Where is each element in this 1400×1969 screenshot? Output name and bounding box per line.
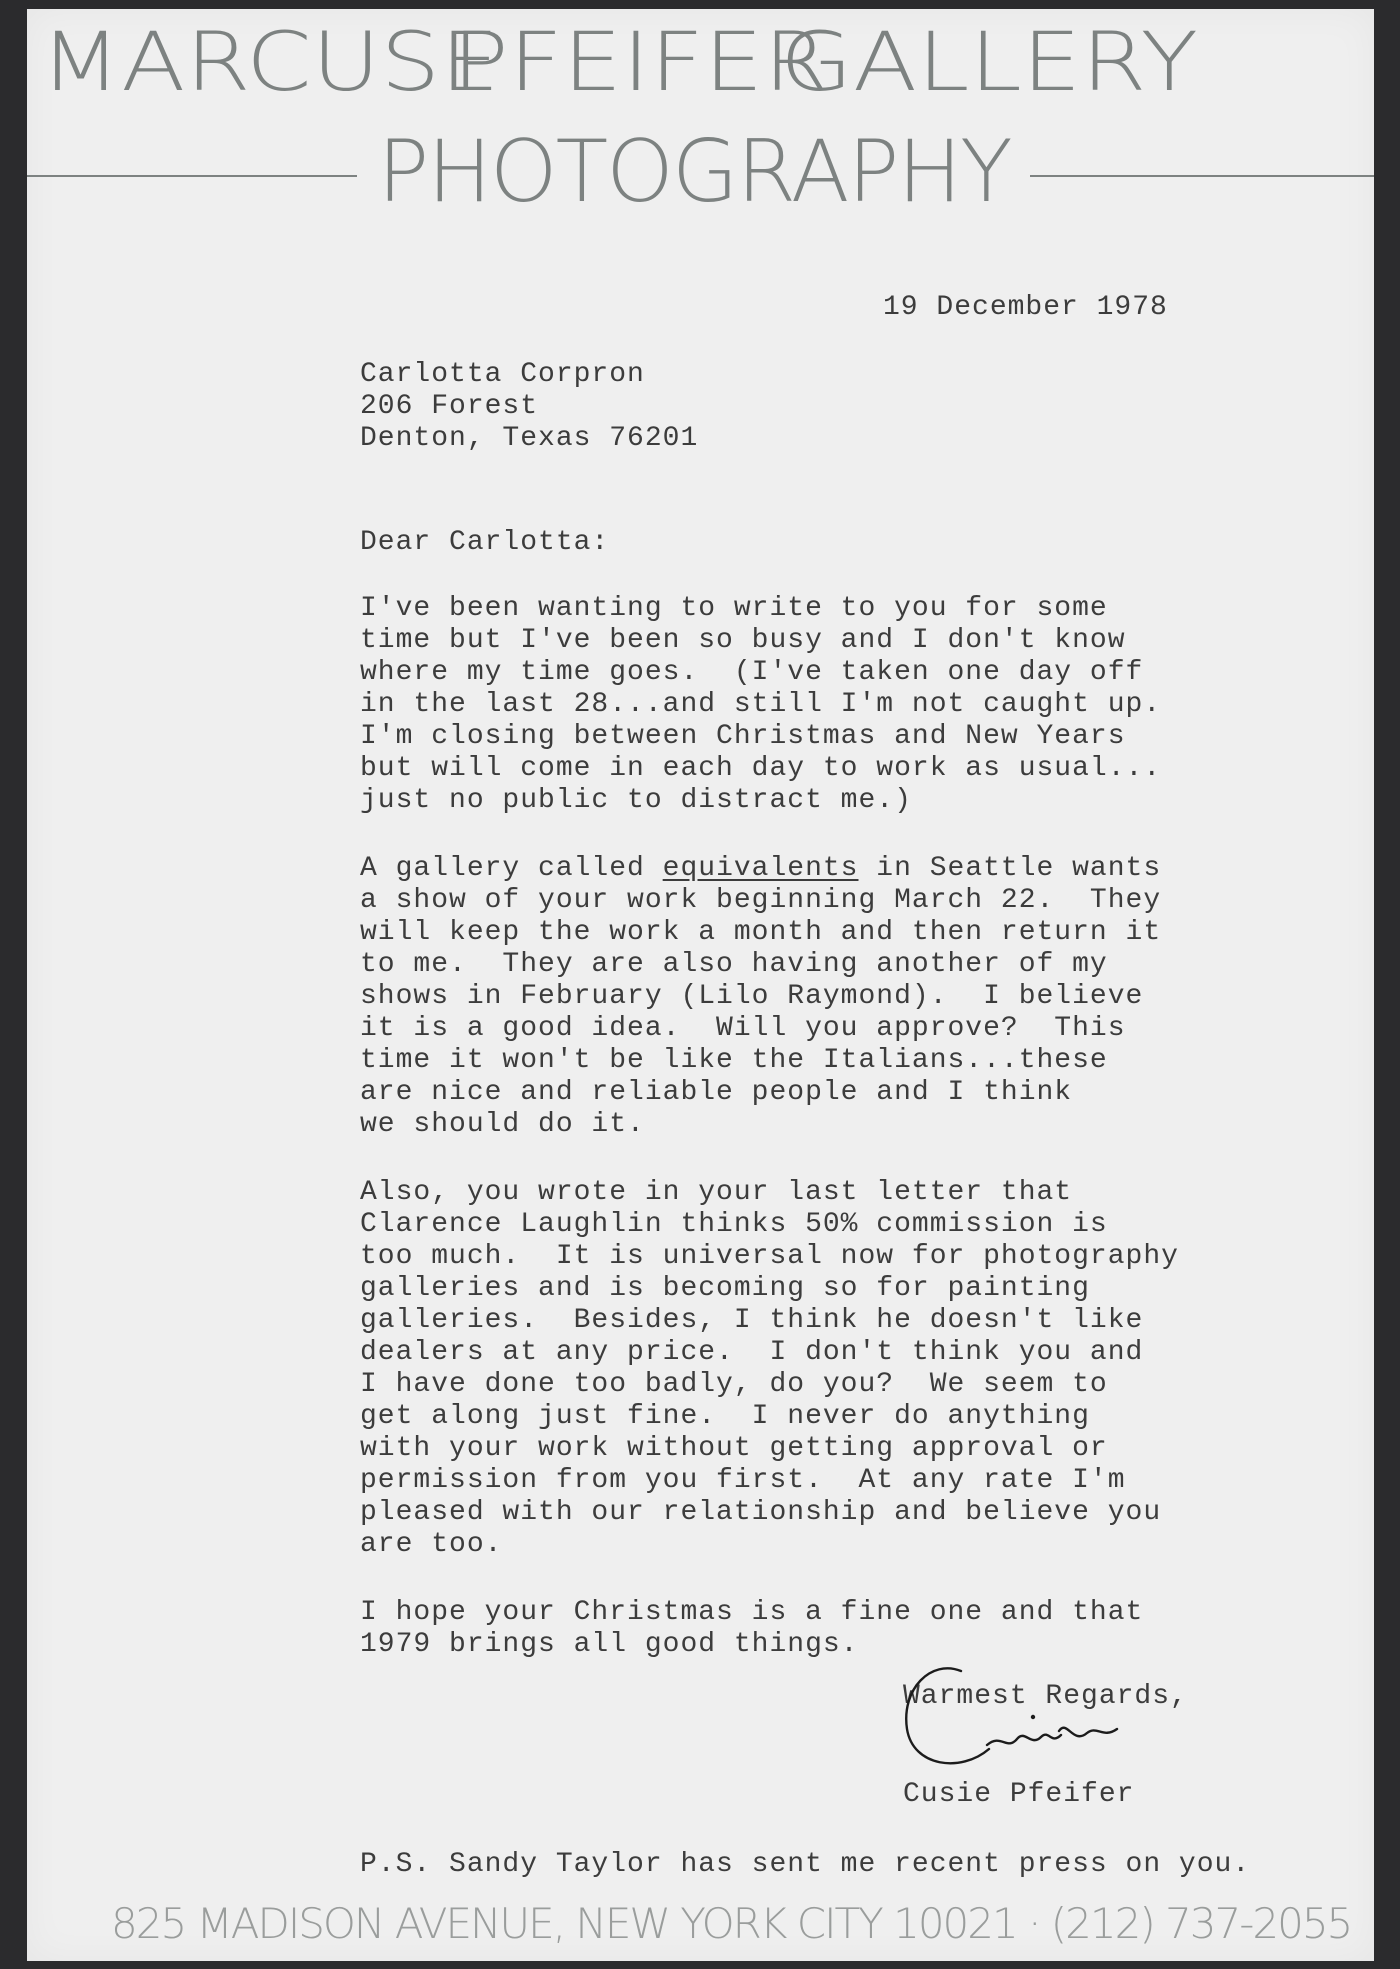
paragraph-line: in the last 28...and still I'm not caught up.: [360, 689, 1162, 720]
paragraph-line: are too.: [360, 1529, 503, 1560]
gallery-name-underlined: equivalents: [662, 853, 859, 884]
letter-date: 19 December 1978: [883, 292, 1168, 323]
paragraph-line: shows in February (Lilo Raymond). I believe: [360, 981, 1144, 1012]
paragraph-line: time it won't be like the Italians...these: [360, 1045, 1108, 1076]
handwritten-signature: [891, 1649, 1141, 1789]
paragraph-line: dealers at any price. I don't think you and: [360, 1337, 1144, 1368]
paragraph-line: time but I've been so busy and I don't know: [360, 625, 1126, 656]
letterhead-rule-left: [27, 175, 357, 177]
paragraph-line: [360, 853, 1161, 885]
letterhead-subtitle: PHOTOGRAPHY: [377, 122, 1011, 222]
letterhead-word-pfeifer: PFEIFER: [452, 16, 829, 110]
paragraph-line: I have done too badly, do you? We seem to: [360, 1369, 1108, 1400]
salutation: Dear Carlotta:: [360, 527, 610, 558]
postscript: P.S. Sandy Taylor has sent me recent press on you.: [360, 1849, 1251, 1880]
footer-address: 825 MADISON AVENUE, NEW YORK CITY 10021 · (212) 737-2055: [111, 1899, 1352, 1948]
paragraph-1: [360, 593, 1161, 817]
paragraph-line: galleries and is becoming so for painting: [360, 1273, 1090, 1304]
paragraph-text: in Seattle wants: [858, 853, 1162, 884]
paragraph-line: 1979 brings all good things.: [360, 1629, 859, 1660]
paragraph-2: [360, 853, 1161, 1141]
paragraph-line: permission from you first. At any rate I'm: [360, 1465, 1126, 1496]
paragraph-line: Clarence Laughlin thinks 50% commission is: [360, 1209, 1108, 1240]
letterhead-rule-right: [1030, 175, 1374, 177]
paragraph-line: a show of your work beginning March 22. They: [360, 885, 1162, 916]
recipient-address: [360, 359, 698, 455]
paragraph-line: just no public to distract me.): [360, 785, 912, 816]
letterhead-title: [40, 16, 1360, 110]
paragraph-line: with your work without getting approval or: [360, 1433, 1108, 1464]
paragraph-line: I hope your Christmas is a fine one and that: [360, 1597, 1144, 1628]
recipient-name: Carlotta Corpron: [360, 359, 645, 390]
paragraph-line: Also, you wrote in your last letter that: [360, 1177, 1073, 1208]
paragraph-line: will keep the work a month and then return it: [360, 917, 1162, 948]
paragraph-line: galleries. Besides, I think he doesn't like: [360, 1305, 1144, 1336]
paragraph-line: it is a good idea. Will you approve? This: [360, 1013, 1126, 1044]
paragraph-3: [360, 1177, 1179, 1561]
letter-page: [27, 9, 1374, 1961]
recipient-street: 206 Forest: [360, 391, 539, 422]
closing: Warmest Regards,: [903, 1681, 1188, 1712]
recipient-city: Denton, Texas 76201: [360, 423, 699, 454]
paragraph-line: to me. They are also having another of my: [360, 949, 1108, 980]
signature-name: Cusie Pfeifer: [903, 1779, 1135, 1810]
paragraph-line: where my time goes. (I've taken one day off: [360, 657, 1144, 688]
paragraph-line: get along just fine. I never do anything: [360, 1401, 1090, 1432]
paragraph-text: A gallery called: [360, 853, 663, 884]
letterhead-word-marcuse: MARCUSE: [40, 16, 500, 110]
letterhead-word-gallery: GALLERY: [780, 16, 1198, 110]
paragraph-line: I've been wanting to write to you for some: [360, 593, 1108, 624]
paragraph-line: we should do it.: [360, 1109, 645, 1140]
paragraph-line: I'm closing between Christmas and New Years: [360, 721, 1126, 752]
letterhead-subtitle-row: [27, 122, 1374, 222]
paragraph-line: but will come in each day to work as usual...: [360, 753, 1162, 784]
paragraph-line: too much. It is universal now for photography: [360, 1241, 1179, 1272]
paragraph-line: pleased with our relationship and believe you: [360, 1497, 1162, 1528]
paragraph-line: are nice and reliable people and I think: [360, 1077, 1073, 1108]
